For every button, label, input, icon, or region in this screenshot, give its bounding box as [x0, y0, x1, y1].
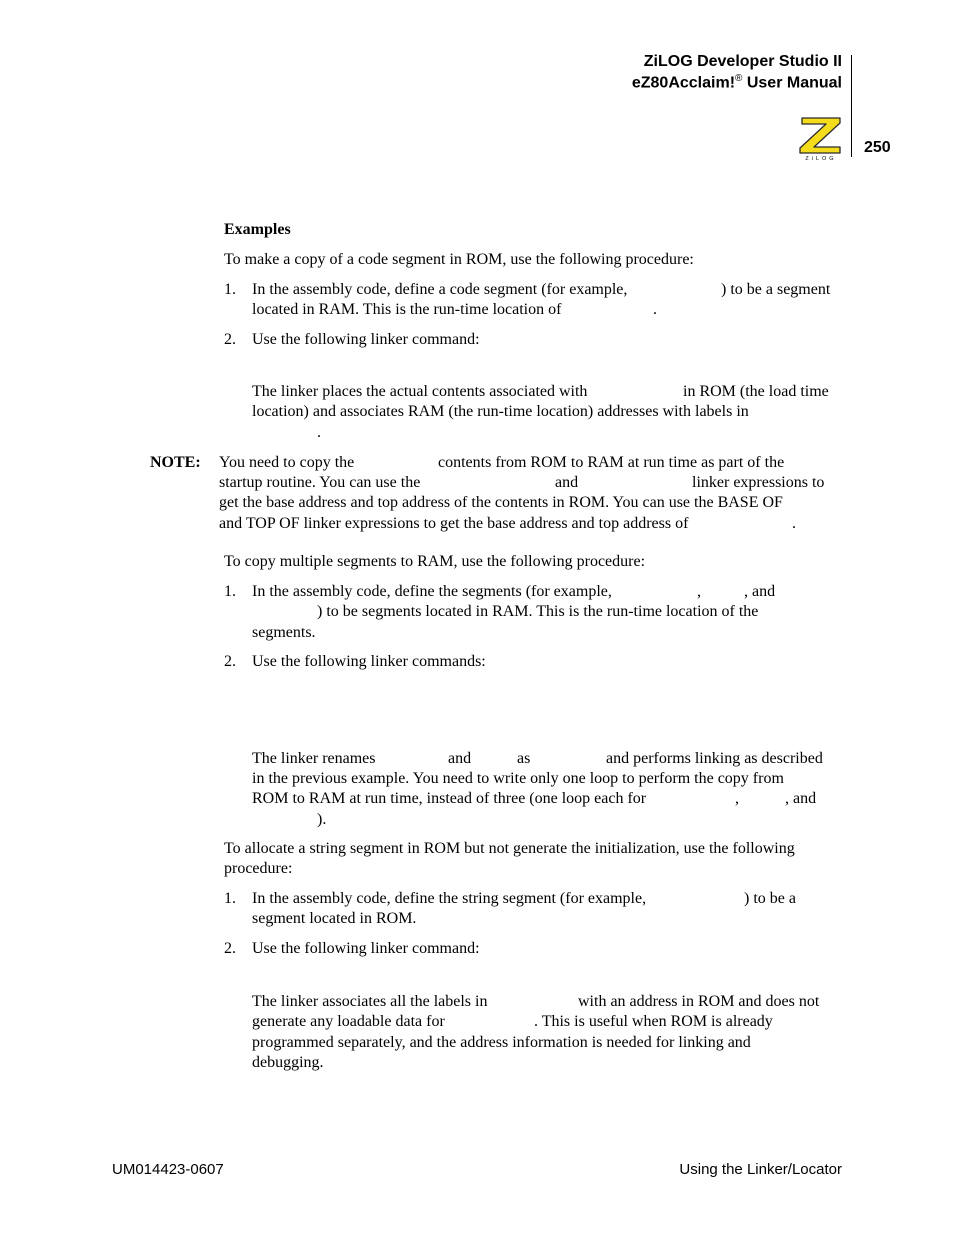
ex1-step1-text: located in RAM. This is the run-time location of — [252, 301, 562, 318]
ex2-paragraph: The linker renames — [252, 750, 376, 767]
ex1-paragraph: . — [317, 424, 321, 441]
intro-1: To make a copy of a code segment in ROM, use the following procedure: — [224, 251, 694, 268]
ex2-paragraph: , and — [785, 790, 817, 807]
ex2-step1-text: ) to be segments located in RAM. This is the run-time location of the — [317, 603, 759, 620]
ex3-paragraph: generate any loadable data for — [252, 1013, 445, 1030]
ex2-paragraph: and performs linking as described — [606, 750, 823, 767]
header-divider — [851, 55, 852, 157]
ex2-step2-number: 2. — [224, 653, 236, 670]
ex2-step2-text: Use the following linker commands: — [252, 653, 486, 670]
ex3-paragraph: The linker associates all the labels in — [252, 993, 488, 1010]
note-text: contents from ROM to RAM at run time as part of the — [438, 454, 785, 471]
ex2-paragraph: ). — [317, 811, 327, 828]
note-text: . — [792, 515, 796, 532]
ex1-step1-text: ) to be a segment — [721, 281, 831, 298]
ex3-paragraph: programmed separately, and the address information is needed for linking and — [252, 1034, 751, 1051]
ex3-step1-text: ) to be a — [744, 890, 796, 907]
note-text: and — [555, 474, 579, 491]
ex3-paragraph: with an address in ROM and does not — [578, 993, 820, 1010]
note-text: startup routine. You can use the — [219, 474, 421, 491]
ex2-step1-text: , — [697, 583, 701, 600]
ex3-step1-text: segment located in ROM. — [252, 910, 417, 927]
ex1-paragraph: in ROM (the load time — [683, 383, 829, 400]
zilog-logo — [796, 113, 844, 161]
ex2-paragraph: in the previous example. You need to write only one loop to perform the copy from — [252, 770, 784, 787]
doc-title-line2: eZ80Acclaim!® User Manual — [631, 73, 842, 92]
ex2-paragraph: and — [448, 750, 472, 767]
ex2-step1-number: 1. — [224, 583, 236, 600]
ex2-paragraph: ROM to RAM at run time, instead of three (one loop each for — [252, 790, 647, 807]
ex3-step2-number: 2. — [224, 940, 236, 957]
ex1-step1-text: . — [653, 301, 657, 318]
ex1-step1-number: 1. — [224, 281, 236, 298]
ex2-paragraph: , — [735, 790, 739, 807]
ex1-step1-text: In the assembly code, define a code segment (for example, — [252, 281, 628, 298]
ex3-step1-number: 1. — [224, 890, 236, 907]
footer-section: Using the Linker/Locator — [679, 1161, 842, 1178]
ex2-step1-text: In the assembly code, define the segments (for example, — [252, 583, 612, 600]
ex3-paragraph: . This is useful when ROM is already — [534, 1013, 773, 1030]
intro-3: procedure: — [224, 860, 293, 877]
note-text: get the base address and top address of the contents in ROM. You can use the BASE OF — [219, 494, 783, 511]
note-text: linker expressions to — [692, 474, 825, 491]
note-label: NOTE: — [150, 454, 201, 471]
logo-wordmark: ZiLOG — [805, 156, 837, 161]
section-heading: Examples — [224, 221, 291, 238]
intro-3: To allocate a string segment in ROM but not generate the initialization, use the following — [224, 840, 795, 857]
ex1-paragraph: The linker places the actual contents associated with — [252, 383, 588, 400]
ex1-step2-text: Use the following linker command: — [252, 331, 480, 348]
note-text: and TOP OF linker expressions to get the base address and top address of — [219, 515, 689, 532]
intro-2: To copy multiple segments to RAM, use the following procedure: — [224, 553, 646, 570]
ex2-step1-text: , and — [744, 583, 776, 600]
ex2-paragraph: as — [517, 750, 531, 767]
doc-title-line1: ZiLOG Developer Studio II — [643, 53, 842, 70]
ex1-step2-number: 2. — [224, 331, 236, 348]
ex3-paragraph: debugging. — [252, 1054, 324, 1071]
page-number: 250 — [864, 139, 891, 156]
ex1-paragraph: location) and associates RAM (the run-time location) addresses with labels in — [252, 403, 749, 420]
ex3-step1-text: In the assembly code, define the string segment (for example, — [252, 890, 647, 907]
ex2-step1-text: segments. — [252, 624, 316, 641]
footer-doc-id: UM014423-0607 — [112, 1161, 224, 1178]
note-text: You need to copy the — [219, 454, 355, 471]
ex3-step2-text: Use the following linker command: — [252, 940, 480, 957]
